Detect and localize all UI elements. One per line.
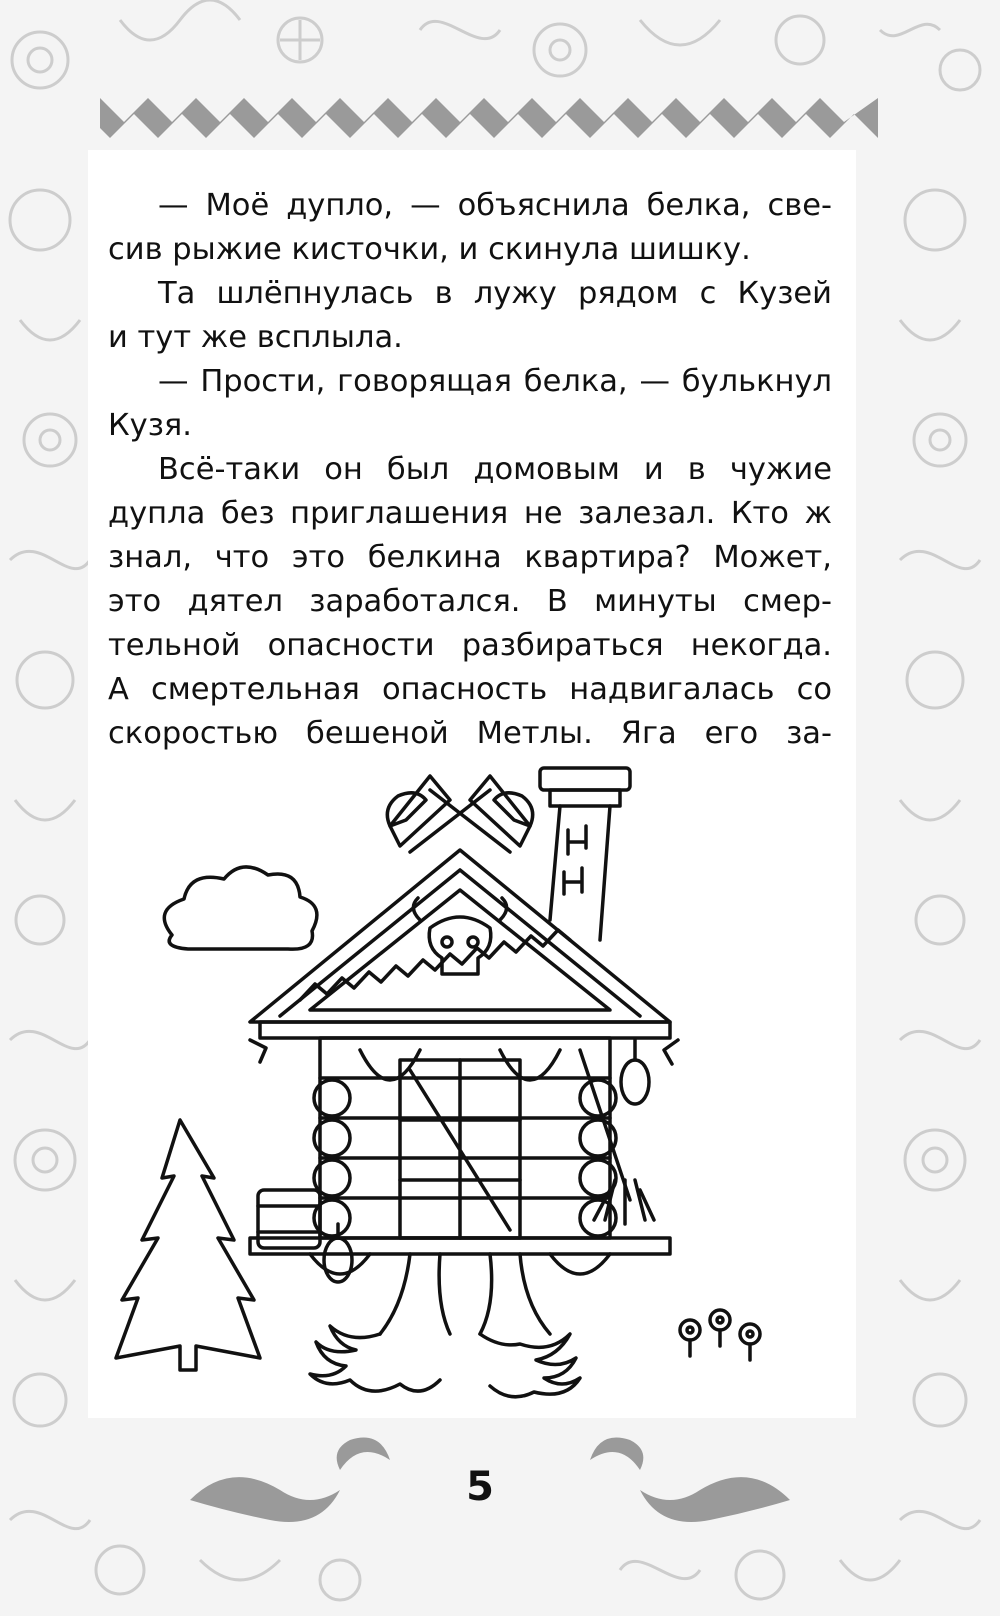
text-line: — Прости, говорящая белка, — булькнул [158,364,832,399]
page-number: 5 [466,1464,494,1510]
chicken-legs [310,1254,580,1397]
cloud-icon [164,867,317,949]
chimney-icon [540,768,630,940]
eave-board [250,1022,678,1064]
text-line: Та шлёпнулась в лужу рядом с Кузей [158,276,832,311]
text-line: А смертельная опасность надвигалась со [108,672,832,707]
hut-on-chicken-legs-illustration [110,760,800,1400]
door [400,1060,520,1238]
story-text [108,184,832,756]
text-line: тельной опасности разбираться некогда. [108,628,832,663]
text-line: это дятел заработался. В минуты смер- [108,584,832,619]
text-line: Всё-таки он был домовым и в чужие [158,452,832,487]
log-walls [314,1038,616,1238]
text-line: и тут же всплыла. [108,320,403,355]
top-ornament-border [100,88,878,148]
text-line: дупла без приглашения не залезал. Кто ж [108,496,832,531]
text-line: сив рыжие кисточки, и скинула шишку. [108,232,751,267]
flowers-icon [680,1310,760,1360]
roof-crest-icon [387,776,532,852]
fir-tree-icon [116,1120,260,1370]
text-line: Кузя. [108,408,192,443]
text-line: скоростью бешеной Метлы. Яга его за- [108,716,832,751]
platform [250,1238,670,1274]
text-line: — Моё дупло, — объяснила белка, све- [158,188,832,223]
text-line: знал, что это белкина квартира? Может, [108,540,832,575]
